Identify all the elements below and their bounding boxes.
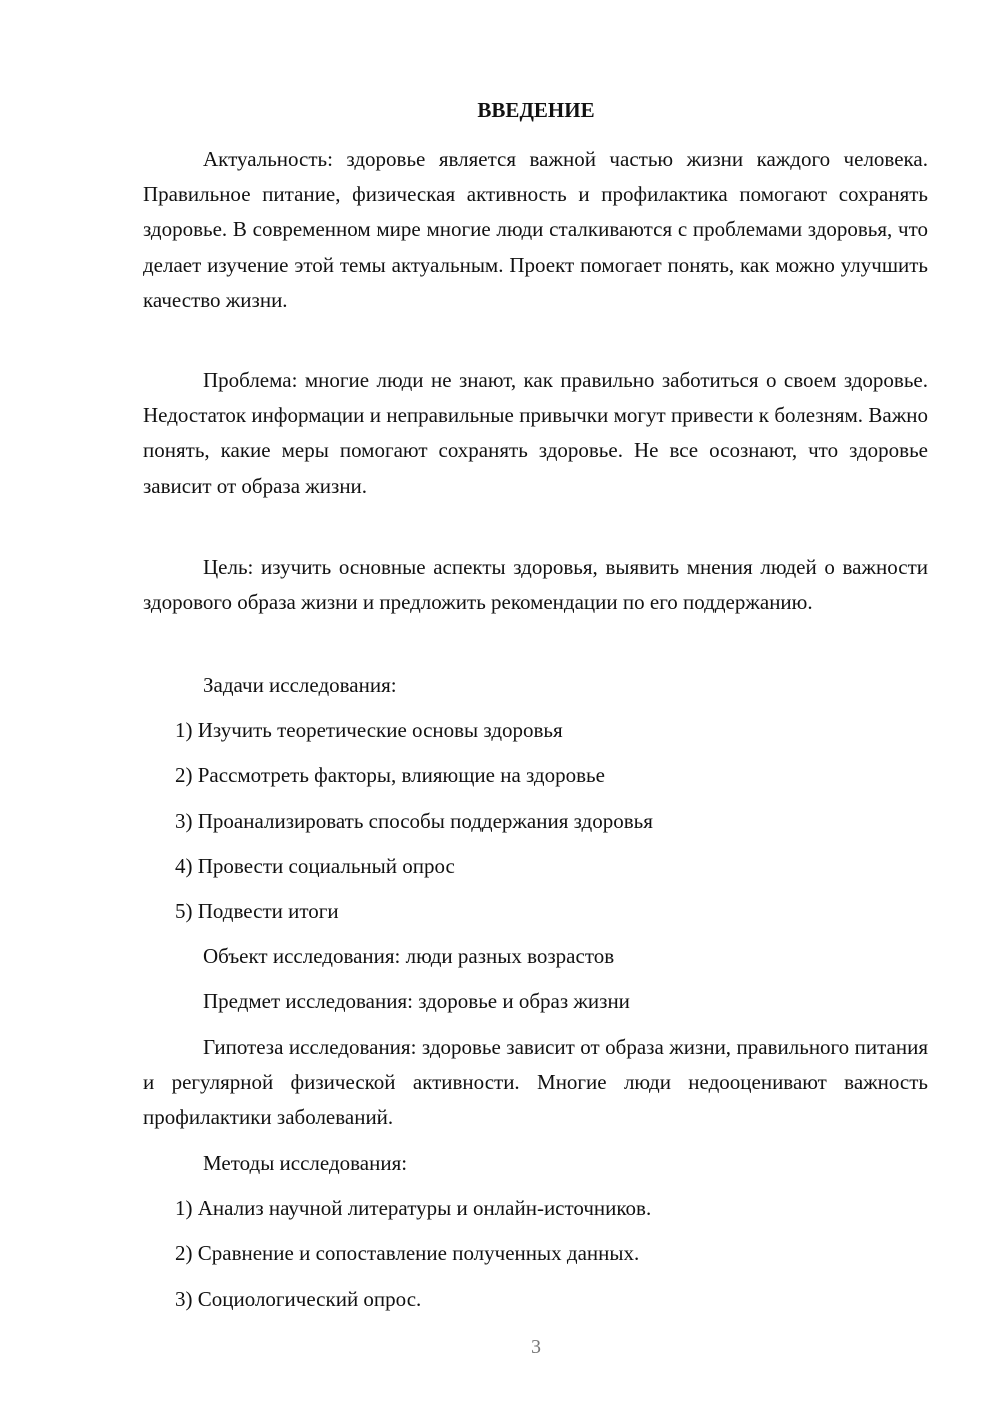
task-item: 3) Проанализировать способы поддержания здоровья <box>175 809 653 833</box>
task-item: 5) Подвести итоги <box>175 899 339 923</box>
task-item: 1) Изучить теоретические основы здоровья <box>175 718 563 742</box>
method-item: 2) Сравнение и сопоставление полученных данных. <box>175 1241 640 1265</box>
methods-heading: Методы исследования: <box>203 1151 408 1175</box>
method-item: 1) Анализ научной литературы и онлайн-источников. <box>175 1196 652 1220</box>
task-item: 4) Провести социальный опрос <box>175 854 455 878</box>
research-object: Объект исследования: люди разных возрастов <box>203 944 615 968</box>
problem-paragraph: Проблема: многие люди не знают, как правильно заботиться о своем здоровье. Недостаток информации и неправильные привычки могут привести к болезням. Важно понять, какие меры помогают сохранять здоровье. Не все осознают, что здоровье зависит от образа жизни. <box>143 368 928 498</box>
hypothesis-paragraph: Гипотеза исследования: здоровье зависит от образа жизни, правильного питания и регулярной физической активности. Многие люди недооценивают важность профилактики заболеваний. <box>143 1035 928 1130</box>
goal-paragraph: Цель: изучить основные аспекты здоровья, выявить мнения людей о важности здорового образа жизни и предложить рекомендации по его поддержанию. <box>143 555 928 615</box>
method-item: 3) Социологический опрос. <box>175 1287 422 1311</box>
research-subject: Предмет исследования: здоровье и образ жизни <box>203 989 630 1013</box>
page-title: ВВЕДЕНИЕ <box>477 98 595 122</box>
task-item: 2) Рассмотреть факторы, влияющие на здоровье <box>175 763 605 787</box>
tasks-heading: Задачи исследования: <box>203 673 397 697</box>
page-number: 3 <box>531 1336 541 1358</box>
relevance-paragraph: Актуальность: здоровье является важной частью жизни каждого человека. Правильное питание, физическая активность и профилактика помогают сохранять здоровье. В современном мире многие люди сталкиваются с проблемами здоровья, что делает изучение этой темы актуальным. Проект помогает понять, как можно улучшить качество жизни. <box>143 147 928 312</box>
